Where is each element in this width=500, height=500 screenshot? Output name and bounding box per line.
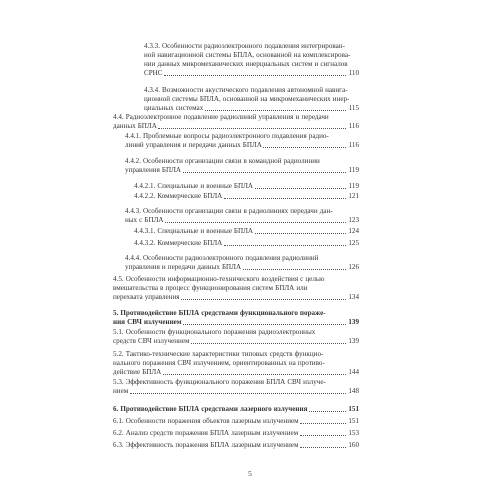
toc-dot-leader: [163, 374, 346, 375]
toc-dot-leader: [183, 172, 347, 173]
toc-entry-title: 4.5. Особенности информационно-технического воздействия с целью вмешательства в процесс функционирования систем БПЛА или перехвата управления: [113, 275, 325, 301]
toc-entry-page: 110: [348, 68, 359, 77]
toc-dot-leader: [224, 245, 346, 246]
toc-entry: [125, 254, 359, 272]
toc-entry: [113, 405, 359, 414]
toc-dot-leader: [205, 110, 346, 111]
toc-entry-title: 4.4.2.2. Коммерческие БПЛА: [134, 192, 223, 200]
toc-entry-page: 115: [348, 103, 359, 112]
toc-entry-title: 6. Противодействие БПЛА средствами лазерного излучения: [113, 405, 308, 413]
toc-dot-leader: [300, 447, 346, 448]
toc-entry-page: 160: [348, 441, 359, 449]
toc-dot-leader: [255, 188, 347, 189]
toc-entry-page: 134: [348, 292, 359, 301]
toc-entry-page: 119: [348, 165, 359, 174]
toc-entry: [144, 86, 359, 113]
toc-entry: [134, 192, 359, 201]
toc-entry-title: 4.4.3. Особенности организации связи в радиолиниях передачи дан- ных с БПЛА: [125, 207, 333, 224]
toc-entry: [113, 275, 359, 302]
toc-entry-page: 151: [348, 405, 359, 413]
toc-dot-leader: [164, 75, 346, 76]
toc-entry: [134, 239, 359, 248]
toc-entry-page: 125: [348, 239, 359, 247]
toc-entry: [113, 417, 359, 426]
page-number: 5: [248, 469, 252, 478]
toc-entry: [134, 182, 359, 191]
toc-entry-page: 139: [348, 317, 359, 326]
toc-dot-leader: [309, 411, 346, 412]
toc-entry-title: 4.4.2. Особенности организации связи в командной радиолинии управления БПЛА: [125, 157, 320, 174]
toc-dot-leader: [191, 343, 346, 344]
toc-entry-title: 6.2. Анализ средств поражения БПЛА лазерным излучением: [113, 429, 299, 437]
toc-entry-title: 4.4.3.1. Специальные и военные БПЛА: [134, 227, 254, 235]
toc-entry-page: 116: [348, 121, 359, 130]
toc-entry-page: 123: [348, 215, 359, 224]
toc-dot-leader: [181, 299, 346, 300]
toc-dot-leader: [300, 423, 346, 424]
toc-dot-leader: [165, 222, 346, 223]
toc-entry-page: 144: [348, 367, 359, 376]
toc-entry-page: 119: [348, 182, 359, 190]
toc-dot-leader: [183, 324, 346, 325]
toc-dot-leader: [263, 147, 346, 148]
toc-entry-title: 4.3.4. Возможности акустического подавления автономной навига- ционной системы БПЛА, основанной на микромеханических инер- циальных системах: [144, 86, 350, 112]
toc-entry: [113, 113, 359, 131]
toc-entry-page: 121: [348, 192, 359, 200]
toc-dot-leader: [224, 198, 346, 199]
toc-entry-title: 4.4.4. Особенности радиоэлектронного подавления радиолиний управления и передачи данных БПЛА: [125, 254, 319, 271]
toc-entry-page: 124: [348, 227, 359, 235]
toc-entry-page: 148: [348, 386, 359, 395]
toc-entry: [113, 429, 359, 438]
toc-entry-page: 151: [348, 417, 359, 425]
toc-entry-title: 6.3. Эффективность поражения БПЛА лазерным излучением: [113, 441, 299, 449]
toc-entry-page: 139: [348, 336, 359, 345]
toc-entry-page: 126: [348, 262, 359, 271]
toc-entry: [113, 441, 359, 450]
toc-dot-leader: [255, 233, 346, 234]
toc-entry-title: 5. Противодействие БПЛА средствами функционального пораже- ния СВЧ излучением: [113, 309, 326, 326]
toc-dot-leader: [243, 269, 346, 270]
toc-entry: [134, 227, 359, 236]
toc-entry-title: 5.1. Особенности функционального поражения радиоэлектронных средств СВЧ излучением: [113, 328, 316, 345]
toc-entry: [125, 207, 359, 225]
toc-entry-title: 4.4. Радиоэлектронное подавление радиолиний управления и передачи данных БПЛА: [113, 113, 329, 130]
toc-entry-title: 4.4.2.1. Специальные и военные БПЛА: [134, 182, 254, 190]
toc-entry-title: 5.3. Эффективность функционального поражения БПЛА СВЧ излуче- нием: [113, 378, 326, 395]
toc-entry: [125, 157, 359, 175]
toc-entry: [113, 350, 359, 377]
toc-entry: [113, 328, 359, 346]
toc-entry-page: 116: [348, 140, 359, 149]
toc-entry-title: 4.4.1. Проблемные вопросы радиоэлектронного подавления радио- линий управления и передачи данных БПЛА: [125, 132, 329, 149]
toc-entry-title: 5.2. Тактико-технические характеристики типовых средств функцио- нального поражения СВЧ излучением, ориентированных на противо- действие БПЛА: [113, 350, 325, 376]
toc-entry: [144, 42, 359, 78]
toc-entry: [125, 132, 359, 150]
toc-entry: [113, 378, 359, 396]
toc-entry-title: 4.4.3.2. Коммерческие БПЛА: [134, 239, 223, 247]
toc-dot-leader: [300, 435, 346, 436]
toc-dot-leader: [130, 393, 346, 394]
toc-dot-leader: [158, 128, 346, 129]
toc-entry: [113, 309, 359, 327]
toc-entry-page: 153: [348, 429, 359, 437]
toc-entry-title: 4.3.3. Особенности радиоэлектронного подавления интегрирован- ной навигационной системы БПЛА, основанной на комплексирова- нии данных микромеханических инерциальных систем и сигналов СРНС: [144, 42, 351, 77]
toc-entry-title: 6.1. Особенности поражения объектов лазерным излучением: [113, 417, 299, 425]
